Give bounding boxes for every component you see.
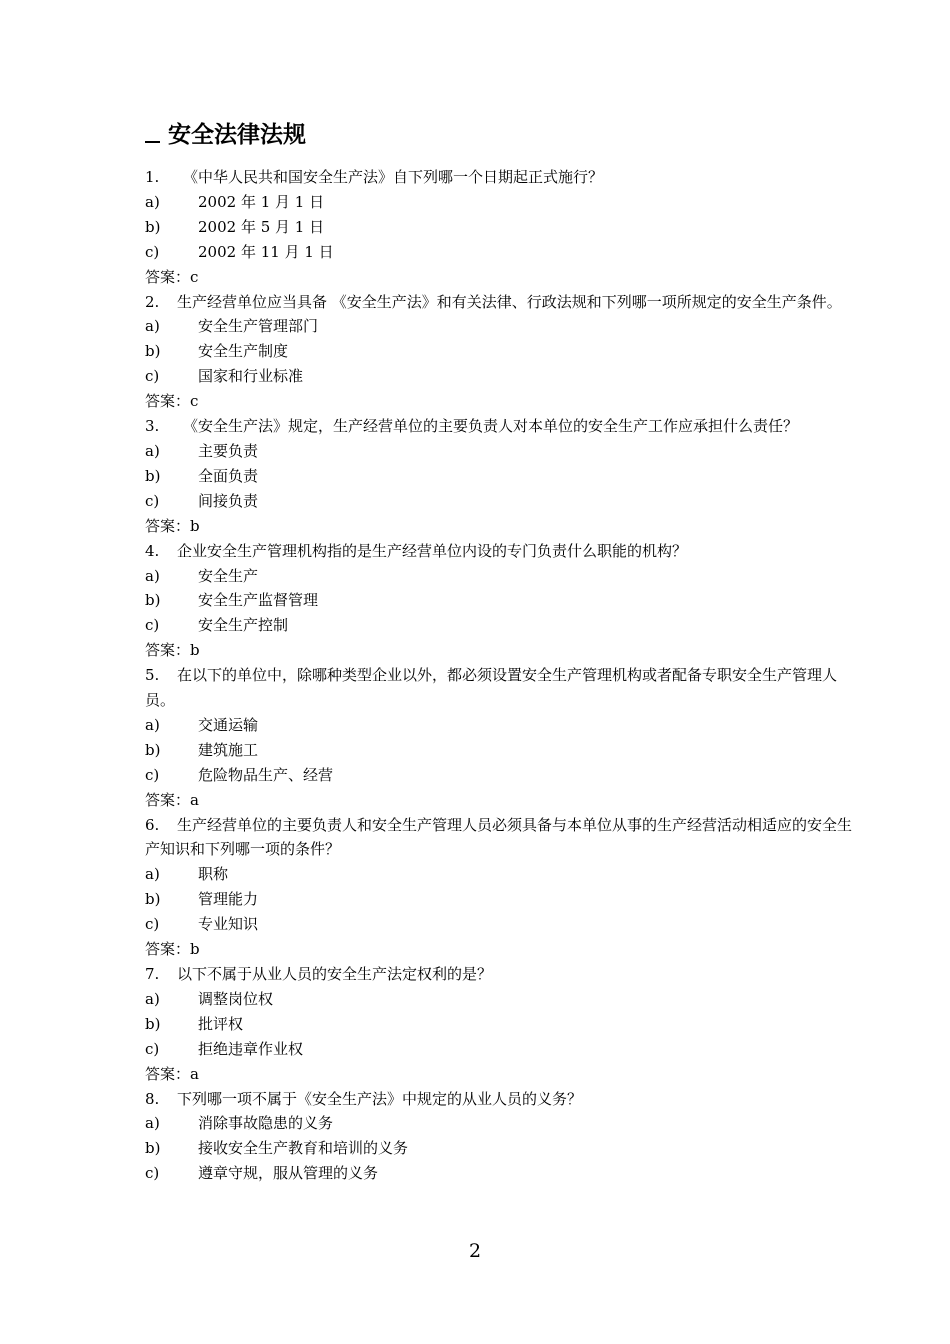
option	[145, 713, 855, 738]
option	[145, 1012, 855, 1037]
option-text: 安全生产	[198, 566, 259, 585]
option-text: 拒绝违章作业权	[198, 1039, 304, 1058]
question-text: 下列哪一项不属于《安全生产法》中规定的从业人员的义务？	[177, 1089, 583, 1108]
title-underline-mark	[145, 141, 160, 143]
option-letter: a)	[145, 715, 160, 734]
option	[145, 439, 855, 464]
option-letter: a)	[145, 865, 160, 884]
answer: 答案：b	[145, 516, 200, 535]
option-letter: c)	[145, 765, 160, 784]
option-text: 接收安全生产教育和培训的义务	[198, 1139, 409, 1158]
option	[145, 314, 855, 339]
option	[145, 862, 855, 887]
answer: 答案：c	[145, 267, 199, 286]
option-letter: a)	[145, 1114, 160, 1133]
option-letter: a)	[145, 192, 160, 211]
option	[145, 613, 855, 638]
option	[145, 588, 855, 613]
question-7	[145, 962, 855, 987]
section-title	[145, 116, 306, 149]
option-letter: b)	[145, 890, 161, 909]
question-number: 7.	[145, 965, 160, 983]
option-text: 危险物品生产、经营	[198, 765, 334, 784]
option-letter: b)	[145, 740, 161, 759]
answer: 答案：c	[145, 392, 199, 411]
option-text: 管理能力	[198, 890, 259, 909]
option-text: 建筑施工	[198, 740, 259, 759]
question-4	[145, 539, 855, 564]
option	[145, 738, 855, 763]
question-2	[145, 290, 855, 315]
option	[145, 987, 855, 1012]
question-text: 以下不属于从业人员的安全生产法定权利的是？	[177, 965, 493, 983]
option-letter: c)	[145, 491, 160, 510]
option-letter: c)	[145, 915, 160, 934]
question-5	[145, 663, 855, 713]
option-letter: a)	[145, 317, 160, 336]
option-letter: c)	[145, 367, 160, 386]
option-text: 调整岗位权	[198, 989, 274, 1008]
option-text: 2002 年 11 月 1 日	[198, 242, 334, 261]
option-text: 安全生产管理部门	[198, 317, 319, 336]
option-letter: c)	[145, 616, 160, 635]
option-text: 交通运输	[198, 715, 259, 734]
answer: 答案：a	[145, 790, 199, 809]
option-text: 安全生产制度	[198, 342, 289, 361]
question-number: 6.	[145, 815, 160, 834]
section-title-text: 安全法律法规	[168, 122, 306, 148]
question-text: 在以下的单位中，除哪种类型企业以外，都必须设置安全生产管理机构或者配备专职安全生产管理人员。	[145, 666, 838, 710]
option	[145, 564, 855, 589]
question-3	[145, 414, 855, 439]
option-letter: b)	[145, 342, 161, 361]
option	[145, 364, 855, 389]
option-text: 安全生产控制	[198, 616, 289, 635]
question-text: 《中华人民共和国安全生产法》自下列哪一个日期起正式施行？	[183, 168, 604, 186]
option-letter: b)	[145, 1139, 161, 1158]
option	[145, 240, 855, 265]
question-text: 企业安全生产管理机构指的是生产经营单位内设的专门负责什么职能的机构？	[177, 541, 688, 560]
option-letter: b)	[145, 591, 161, 610]
question-number: 1.	[145, 168, 160, 186]
option	[145, 339, 855, 364]
option-text: 遵章守规，服从管理的义务	[198, 1164, 379, 1183]
option-text: 主要负责	[198, 441, 259, 460]
option-text: 消除事故隐患的义务	[198, 1114, 334, 1133]
question-text: 生产经营单位的主要负责人和安全生产管理人员必须具备与本单位从事的生产经营活动相适应的安全生产知识和下列哪一项的条件？	[145, 815, 853, 859]
option-text: 全面负责	[198, 466, 259, 485]
question-number: 2.	[145, 292, 160, 311]
question-number: 3.	[145, 417, 160, 436]
option	[145, 763, 855, 788]
option-letter: b)	[145, 1014, 161, 1033]
option	[145, 215, 855, 240]
option-text: 国家和行业标准	[198, 367, 304, 386]
question-number: 8.	[145, 1089, 160, 1108]
option-letter: a)	[145, 989, 160, 1008]
option	[145, 1161, 855, 1186]
option-text: 安全生产监督管理	[198, 591, 319, 610]
question-1	[145, 165, 855, 190]
option	[145, 464, 855, 489]
answer: 答案：a	[145, 1064, 199, 1083]
page-number: 2	[468, 1240, 482, 1262]
option-letter: a)	[145, 441, 160, 460]
option-letter: c)	[145, 1164, 160, 1183]
option-letter: b)	[145, 217, 161, 236]
option	[145, 190, 855, 215]
question-8	[145, 1087, 855, 1112]
option-text: 职称	[198, 865, 229, 884]
option-letter: a)	[145, 566, 160, 585]
option	[145, 1111, 855, 1136]
option	[145, 887, 855, 912]
question-number: 5.	[145, 666, 160, 685]
question-text: 《安全生产法》规定，生产经营单位的主要负责人对本单位的安全生产工作应承担什么责任？	[183, 417, 799, 436]
question-text: 生产经营单位应当具备 《安全生产法》和有关法律、行政法规和下列哪一项所规定的安全生产条件。	[177, 292, 842, 311]
answer: 答案：b	[145, 641, 200, 660]
option	[145, 489, 855, 514]
option-text: 批评权	[198, 1014, 244, 1033]
option	[145, 912, 855, 937]
option	[145, 1037, 855, 1062]
option-text: 2002 年 1 月 1 日	[198, 192, 325, 211]
question-6	[145, 813, 855, 863]
option-text: 专业知识	[198, 915, 259, 934]
question-number: 4.	[145, 541, 160, 560]
option-text: 间接负责	[198, 491, 259, 510]
option-letter: c)	[145, 242, 160, 261]
option	[145, 1136, 855, 1161]
answer: 答案：b	[145, 940, 200, 959]
question-list	[145, 165, 855, 1186]
option-letter: b)	[145, 466, 161, 485]
option-text: 2002 年 5 月 1 日	[198, 217, 325, 236]
option-letter: c)	[145, 1039, 160, 1058]
